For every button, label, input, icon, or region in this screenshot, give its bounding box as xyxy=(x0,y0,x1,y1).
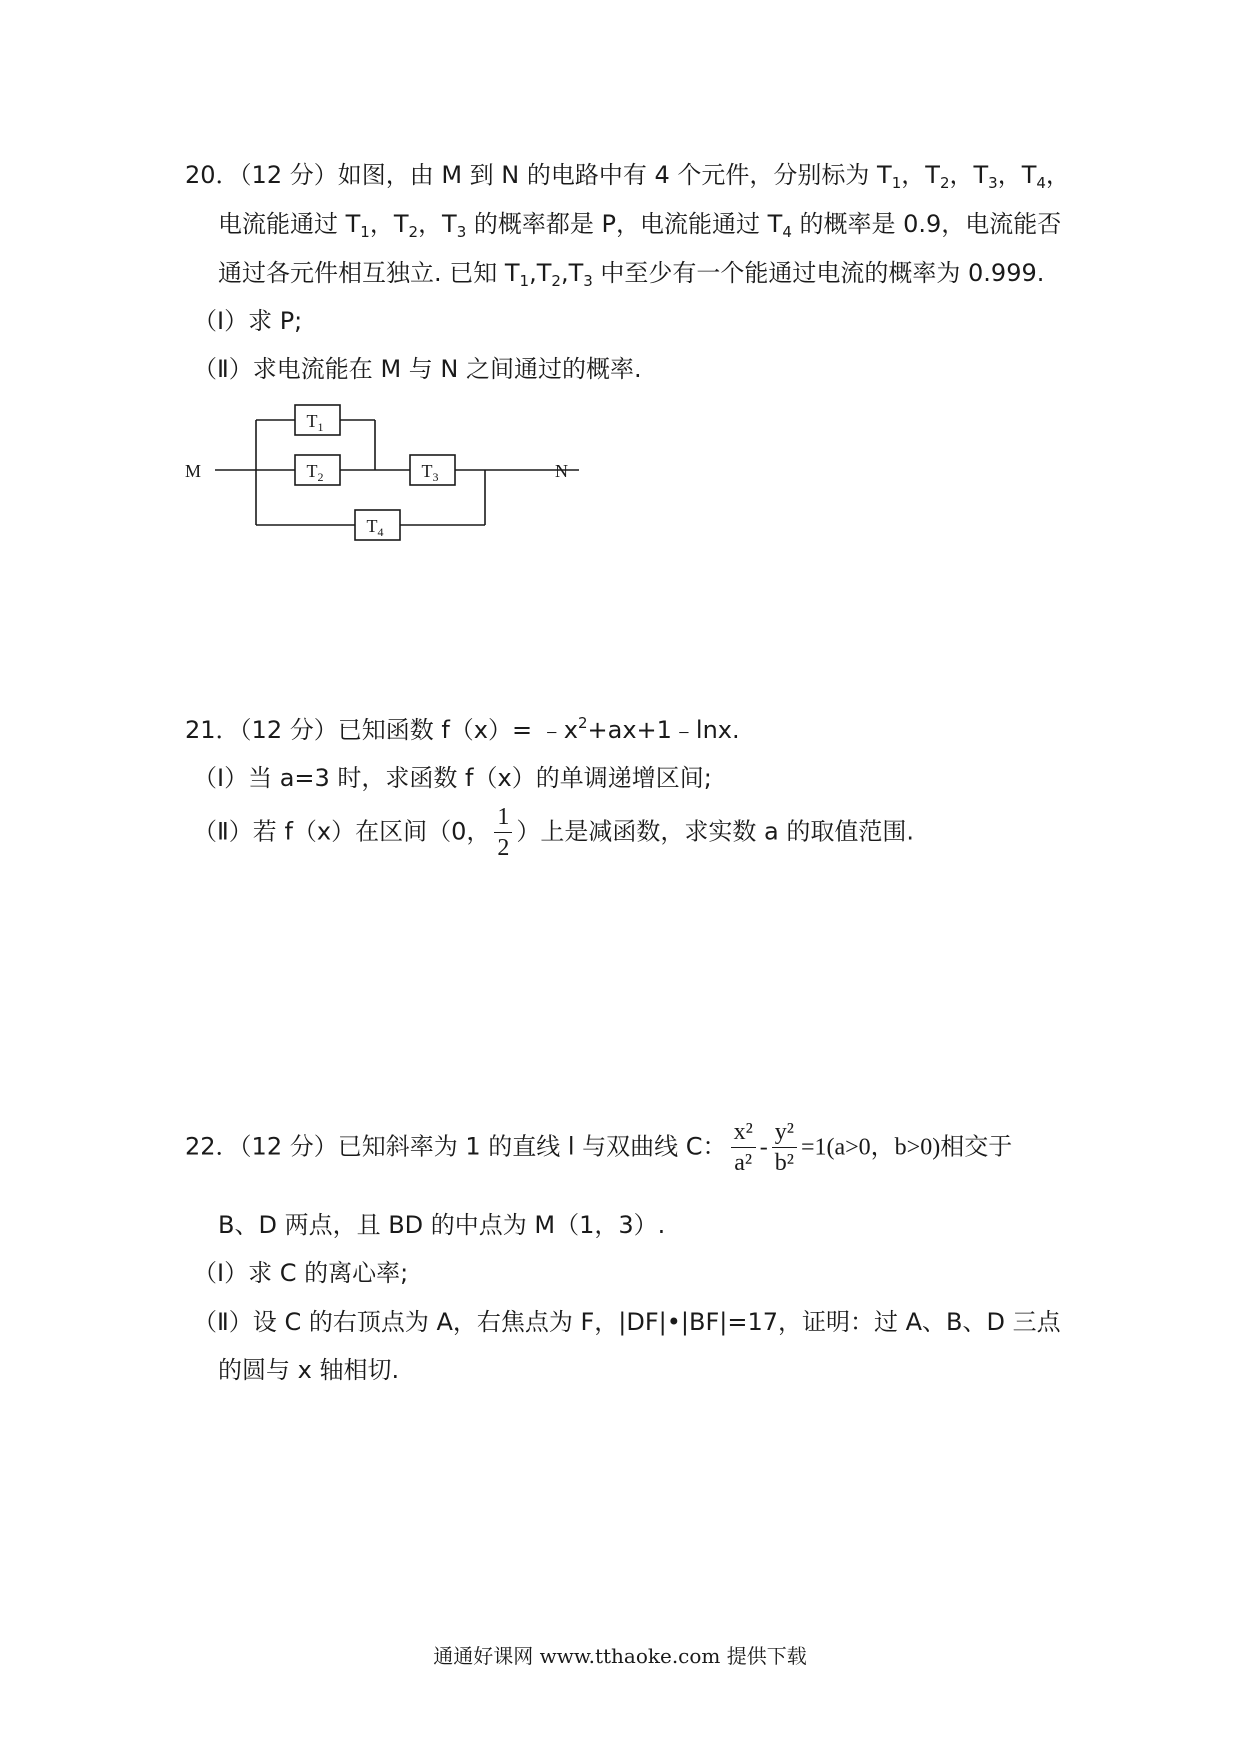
q22-line-2: B、D 两点，且 BD 的中点为 M（1，3）. xyxy=(218,1211,666,1239)
fraction-one-half: $\frac{1}{2}$ xyxy=(494,805,512,860)
q21-score: （12 分） xyxy=(239,716,338,744)
component-t4-label: $T_4$ xyxy=(366,516,384,539)
q20-line-2: 电流能通过 $T_1$，$T_2$，$T_3$ 的概率都是 P，电流能通过 $T_4$ 的概率是 0.9，电流能否 xyxy=(218,210,1062,241)
q20-number: 20． xyxy=(185,161,240,189)
q20-part-2: （Ⅱ）求电流能在 M 与 N 之间通过的概率. xyxy=(193,355,642,383)
q20-part-1: （Ⅰ）求 P; xyxy=(193,307,303,335)
q22-number: 22． xyxy=(185,1132,240,1161)
q22-part-2-line-1: （Ⅱ）设 C 的右顶点为 A，右焦点为 F，|DF|•|BF|=17，证明：过 A、B、D 三点 xyxy=(193,1308,1061,1336)
node-m-label: M xyxy=(185,461,202,481)
q22-score: （12 分） xyxy=(239,1132,338,1161)
q20-line-3: 通过各元件相互独立. 已知 $T_1,T_2,T_3$ 中至少有一个能通过电流的概率为 0.999. xyxy=(218,259,1045,290)
q22-part-1: （Ⅰ）求 C 的离心率; xyxy=(193,1259,409,1287)
component-t2-label: $T_2$ xyxy=(306,461,324,484)
q22-part-2-line-2: 的圆与 x 轴相切. xyxy=(218,1356,400,1384)
circuit-diagram xyxy=(185,400,585,550)
q21-part-2: （Ⅱ）若 f（x）在区间（0， $\frac{1}{2}$ ）上是减函数，求实数 a 的取值范围. xyxy=(193,804,914,861)
q20-score: （12 分） xyxy=(239,161,338,189)
q21-stem: 21．（12 分）已知函数 $f(x)= ﹣x^2+ax+1﹣\ln x$. xyxy=(185,714,740,744)
node-n-label: N xyxy=(555,461,568,481)
component-t1-label: $T_1$ xyxy=(306,411,324,434)
fraction-y2-b2: $\frac{\text{y²}}{\text{b²}}$ xyxy=(772,1120,797,1175)
q21-part-1: （Ⅰ）当 a=3 时，求函数 f（x）的单调递增区间; xyxy=(193,764,712,792)
component-t3-label: $T_3$ xyxy=(421,461,439,484)
q21-number: 21． xyxy=(185,716,240,744)
q20-line-1: 20．（12 分）如图，由 M 到 N 的电路中有 4 个元件，分别标为 $T_1$，$T_2$，$T_3$，$T_4$， xyxy=(185,161,1070,192)
q22-stem: 22．（12 分）已知斜率为 1 的直线 l 与双曲线 C： $\frac{\text{x²}}{\text{a²}}$ - $\frac{\text{y²}}{\text{b²}}$ =1(a>0，b>0)相交于 xyxy=(185,1119,1013,1176)
fraction-x2-a2: $\frac{\text{x²}}{\text{a²}}$ xyxy=(731,1120,756,1175)
footer-source: 通通好课网 www.tthaoke.com 提供下载 xyxy=(433,1644,807,1668)
